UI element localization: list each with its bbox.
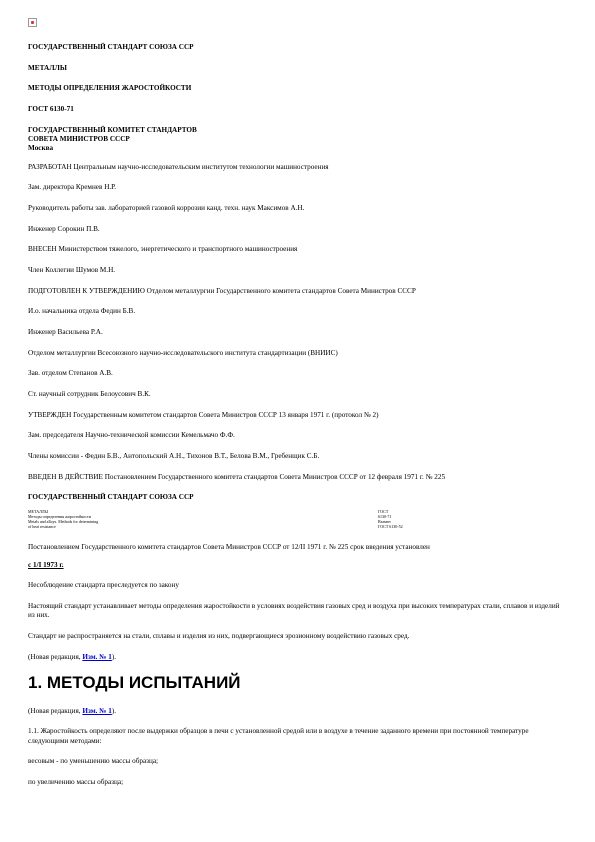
revision-suffix: ). <box>111 706 117 715</box>
committee-line: СОВЕТА МИНИСТРОВ СССР <box>28 134 130 143</box>
credit-line: Член Коллегии Шумов М.Н. <box>28 265 116 274</box>
credit-line: ПОДГОТОВЛЕН К УТВЕРЖДЕНИЮ Отделом металлургии Государственного комитета стандартов Совета Министров СССР <box>28 286 416 295</box>
decree-text: Постановлением Государственного комитета стандартов Совета Министров СССР от 12/II 1971 г. № 225 срок введения установлен <box>28 543 430 552</box>
credit-line: Члены комиссии - Федин Б.В., Антопольский А.Н., Тихонов В.Т., Белова В.М., Гребенщик С.Б. <box>28 451 320 460</box>
revision-prefix: (Новая редакция, <box>28 652 83 661</box>
effective-date: с 1/I 1973 г. <box>28 560 64 569</box>
committee-line: ГОСУДАРСТВЕННЫЙ КОМИТЕТ СТАНДАРТОВ <box>28 125 197 134</box>
scope-paragraph: Стандарт не распространяется на стали, сплавы и изделия из них, подвергающиеся эрозионному воздействию газовых сред. <box>28 632 410 640</box>
metadata-block <box>28 509 408 530</box>
credit-line: Ст. научный сотрудник Белоусович В.К. <box>28 389 151 398</box>
credit-line: Зав. отделом Степанов А.В. <box>28 369 113 378</box>
document-type: МЕТАЛЛЫ <box>28 63 67 72</box>
credit-line: Инженер Васильева Р.А. <box>28 327 103 336</box>
metadata-left <box>28 509 98 530</box>
revision-prefix: (Новая редакция, <box>28 706 83 715</box>
credit-line: И.о. начальника отдела Федин Б.В. <box>28 307 136 316</box>
section-heading: 1. МЕТОДЫ ИСПЫТАНИЙ <box>28 673 241 693</box>
credit-line: Руководитель работы зав. лабораторией газовой коррозии канд. техн. наук Максимов А.Н. <box>28 204 305 213</box>
metadata-left-line: Методы определения жаростойкости <box>28 513 91 519</box>
credit-line: Отделом металлургии Всесоюзного научно-исследовательского института стандартизации (ВНИИС) <box>28 348 338 357</box>
compliance-note: Несоблюдение стандарта преследуется по закону <box>28 581 179 590</box>
method-item: по увеличению массы образца; <box>28 778 124 787</box>
credit-line: ВВЕДЕН В ДЕЙСТВИЕ Постановлением Государственного комитета стандартов Совета Министров СССР от 12 февраля 1971 г. № 225 <box>28 472 446 481</box>
credit-line: УТВЕРЖДЕН Государственным комитетом стандартов Совета Министров СССР 13 января 1971 г. (протокол № 2) <box>28 410 379 419</box>
metadata-right-line: Взамен <box>378 518 391 524</box>
gost-number: ГОСТ 6130-71 <box>28 104 74 113</box>
document-page <box>28 18 564 799</box>
standard-title: ГОСУДАРСТВЕННЫЙ СТАНДАРТ СОЮЗА ССР <box>28 43 194 51</box>
metadata-right <box>378 509 408 530</box>
revision-note <box>28 653 564 662</box>
document-name: МЕТОДЫ ОПРЕДЕЛЕНИЯ ЖАРОСТОЙКОСТИ <box>28 84 192 93</box>
credit-line: ВНЕСЕН Министерством тяжелого, энергетического и транспортного машиностроения <box>28 245 298 254</box>
metadata-left-line: Metals and alloys. Methods for determining <box>28 518 99 524</box>
amendment-link[interactable]: Изм. № 1 <box>82 652 112 661</box>
credit-line: РАЗРАБОТАН Центральным научно-исследовательским институтом технологии машиностроения <box>28 162 329 171</box>
credit-line: Зам. председателя Научно-технической комиссии Кемельмачо Ф.Ф. <box>28 431 235 440</box>
metadata-right-line: ГОСТ 6130-52 <box>378 524 403 530</box>
amendment-link-2[interactable]: Изм. № 1 <box>82 706 112 715</box>
credits-list <box>28 163 564 482</box>
method-item: весовым - по уменьшению массы образца; <box>28 757 159 766</box>
revision-suffix: ). <box>111 652 117 661</box>
standard-title-2: ГОСУДАРСТВЕННЫЙ СТАНДАРТ СОЮЗА ССР <box>28 493 194 502</box>
metadata-right-line: 6130-71 <box>378 513 392 519</box>
metadata-left-line: МЕТАЛЛЫ <box>28 508 49 514</box>
metadata-left-line: of heat resistance <box>28 524 56 530</box>
clause-1-1: 1.1. Жаростойкость определяют после выдержки образцов в печи с установленной средой или в воздухе в течение заданного времени при постоянной температуре следующими методами: <box>28 727 529 745</box>
committee-city: Москва <box>28 144 54 153</box>
revision-note-2 <box>28 707 564 716</box>
credit-line: Зам. директора Кремнев Н.Р. <box>28 183 117 192</box>
committee-block <box>28 126 564 154</box>
credit-line: Инженер Сорокин П.В. <box>28 224 100 233</box>
intro-paragraph: Настоящий стандарт устанавливает методы определения жаростойкости в условиях воздействия газовых сред и воздуха при высоких температурах стали, сплавов и изделий из них. <box>28 601 560 620</box>
broken-image-icon <box>28 18 37 27</box>
metadata-right-line: ГОСТ <box>378 508 389 514</box>
